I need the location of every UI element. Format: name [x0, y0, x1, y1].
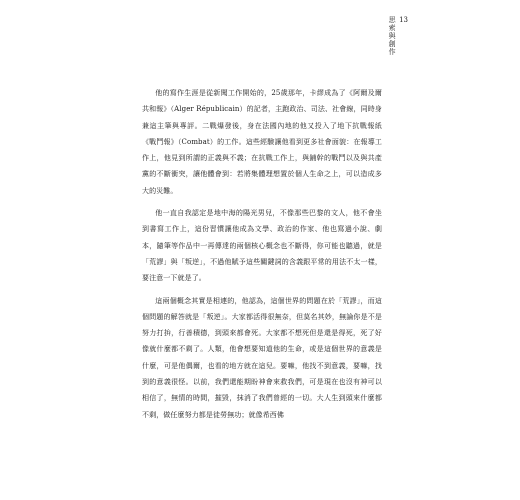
paragraph: 他的寫作生涯是從新聞工作開始的，25歲那年，卡繆成為了《阿爾及爾共和報》（Alger Républicain）的記者，主跑政治、司法、社會線，同時身兼這主筆與專評。二戰爆發後，身在法國內地的他又投入了地下抗戰報紙《戰鬥報》（Combat）的工作。這些經驗讓他看到更多社會面貌：在報導工作上，他見到所謂的正義與不義；在抗戰工作上，與鋪幹的戰鬥以及與共產黨的不斷衝突，讓他體會到：若將集體理想置於個人生命之上，可以造成多大的災難。: [142, 89, 382, 195]
running-title: 思索與創作: [388, 16, 397, 56]
page-header: [388, 16, 408, 56]
page-number: 13: [399, 16, 408, 24]
paragraph: 這兩個概念其實是相連的，他認為，這個世界的問題在於「荒謬」，而這個問題的解答就是「叛逆」。大家都活得很無奈，但莫名其妙，無論你是不是努力打拚，行善積德，到頭來都會死。大家都不想死但是還是得死，死了好像就什麼都不剩了。人類，他會想要知道他的生命，或是這個世界的意義是什麼，可是他偶爾，也看的地方就在這兒。要嘛，他找不到意義，要嘛，找到的意義很怪。以前，我們還能期盼神會來救我們，可是現在也沒有神可以相信了，無情的時間，摧毀，抹消了我們曾經的一切。大人生到頭來什麼都不剩，做任麼努力都是徒勞無功；就像希西佛: [142, 296, 382, 419]
body-text: [142, 85, 382, 427]
paragraph: 他一直自我認定是地中海的陽光男兒，不像那些巴黎的文人，他不會坐到書寫工作上，這份習慣讓他成為文學、政治的作家、他也寫過小說、劇本，隨筆等作品中一再傳達的兩個核心概念也不斷得，你可能也聽過，就是「荒謬」與「叛逆」，不過他賦予這些關鍵詞的含義跟平常的用法不太一樣，要注意一下就是了。: [142, 209, 382, 283]
